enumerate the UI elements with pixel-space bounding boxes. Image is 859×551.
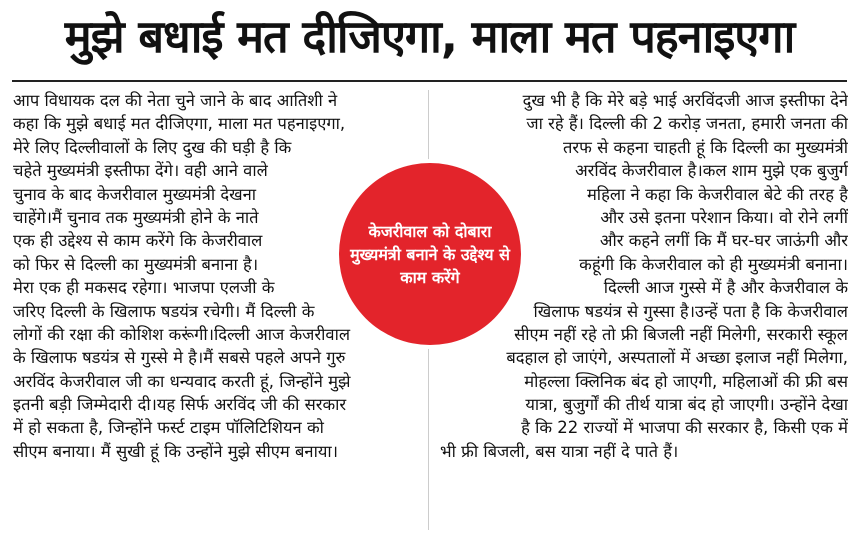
paragraph-line: खिलाफ षडयंत्र से गुस्सा है।उन्हें पता है कि केजरीवाल — [533, 301, 848, 321]
headline: मुझे बधाई मत दीजिएगा, माला मत पहनाइएगा — [64, 10, 795, 63]
paragraph-line: है कि 22 राज्यों में भाजपा की सरकार है, किसी एक में — [521, 418, 848, 438]
paragraph-line: अरविंद केजरीवाल जी का धन्यवाद करती हूं, जिन्होंने मुझे — [13, 371, 351, 391]
paragraph-line: जा रहे हैं। दिल्ली की 2 करोड़ जनता, हमारी जनता की — [526, 114, 848, 134]
paragraph-line: और उसे इतना परेशान किया। वो रोने लगीं — [600, 207, 848, 227]
paragraph-line: के खिलाफ षडयंत्र से गुस्से मे है।मैं सबसे पहले अपने गुरु — [13, 348, 346, 368]
paragraph-line: जरिए दिल्ली के खिलाफ षडयंत्र रचेगी। मैं दिल्ली के — [13, 301, 315, 321]
paragraph-line: मेरे लिए दिल्लीवालों के लिए दुख की घड़ी है कि — [13, 137, 292, 157]
pullquote-text: केजरीवाल को दोबारा मुख्यमंत्री बनाने के उद्देश्य से काम करेंगे — [350, 221, 510, 287]
paragraph-line: बदहाल हो जाएंगे, अस्पतालों में अच्छा इलाज नहीं मिलेगा, — [506, 348, 848, 368]
paragraph-line: महिला ने कहा कि केजरीवाल बेटे की तरह है — [586, 184, 848, 204]
paragraph-line: इतनी बड़ी जिम्मेदारी दी।यह सिर्फ अरविंद जी की सरकार — [13, 395, 347, 415]
paragraph-line: एक ही उद्देश्य से काम करेंगे कि केजरीवाल — [13, 231, 263, 251]
paragraph-line: भी फ्री बिजली, बस यात्रा नहीं दे पाते हैं। — [440, 441, 679, 461]
paragraph-line: दुख भी है कि मेरे बड़े भाई अरविंदजी आज इस्तीफा देने — [522, 91, 848, 110]
paragraph-line: लोगों की रक्षा की कोशिश करूंगी।दिल्ली आज केजरीवाल — [13, 324, 351, 344]
paragraph-line: सीएम बनाया। मैं सुखी हूं कि उन्होंने मुझे सीएम बनाया। — [13, 441, 338, 461]
paragraph-line: चहेते मुख्यमंत्री इस्तीफा देंगे। वही आने वाले — [13, 161, 268, 181]
pullquote-circle — [339, 163, 521, 345]
paragraph-line: चाहेंगे।मैं चुनाव तक मुख्यमंत्री होने के नाते — [13, 207, 259, 227]
paragraph-line: दिल्ली आज गुस्से में है और केजरीवाल के — [603, 278, 848, 298]
paragraph-line: यात्रा, बुजुर्गों की तीर्थ यात्रा बंद हो जाएगी। उन्होंने देखा — [525, 395, 848, 415]
paragraph-line: को फिर से दिल्ली का मुख्यमंत्री बनाना है। — [13, 254, 259, 274]
paragraph-line: मेरा एक ही मकसद रहेगा। भाजपा एलजी के — [13, 278, 275, 298]
paragraph-line: और कहने लगीं कि मैं घर-घर जाऊंगी और — [599, 231, 848, 251]
paragraph-line: चुनाव के बाद केजरीवाल मुख्यमंत्री देखना — [13, 184, 257, 204]
paragraph-line: कहा कि मुझे बधाई मत दीजिएगा, माला मत पहनाइएगा, — [13, 114, 346, 134]
paragraph-line: तरफ से कहना चाहती हूं कि दिल्ली का मुख्यमंत्री — [563, 137, 848, 157]
paragraph-line: आप विधायक दल की नेता चुने जाने के बाद आतिशी ने — [13, 91, 338, 110]
paragraph-line: में हो सकता है, जिन्होंने फर्स्ट टाइम पॉलिटिशियन को — [13, 418, 324, 438]
paragraph-line: मोहल्ला क्लिनिक बंद हो जाएगी, महिलाओं की फ्री बस — [524, 371, 848, 391]
paragraph-line: कहूंगी कि केजरीवाल को ही मुख्यमंत्री बनाना। — [579, 254, 848, 274]
paragraph-line: अरविंद केजरीवाल है।कल शाम मुझे एक बुजुर्ग — [575, 161, 848, 181]
headline-rule — [12, 80, 847, 82]
paragraph-line: सीएम नहीं रहे तो फ्री बिजली नहीं मिलेगी, सरकारी स्कूल — [514, 324, 848, 344]
